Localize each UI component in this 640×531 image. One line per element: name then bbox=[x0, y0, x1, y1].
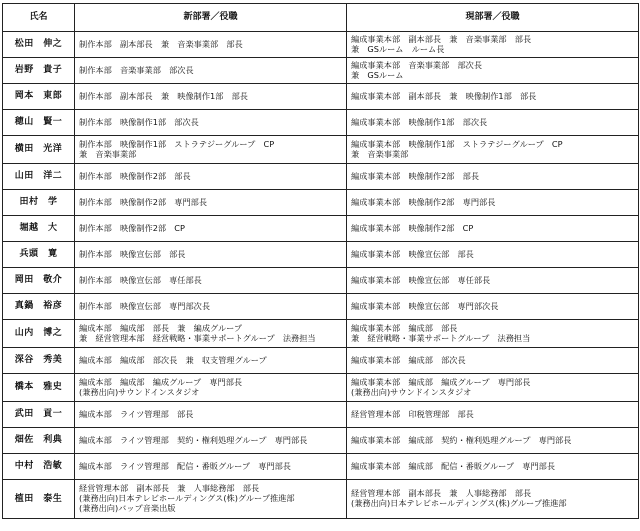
name-cell: 横田 光洋 bbox=[3, 136, 75, 164]
new-position-cell: 制作本部 映像制作2部 CP bbox=[75, 216, 347, 242]
current-position-cell: 編成事業本部 編成部 編成グループ 専門部長 (兼務出向)サウンドインスタジオ bbox=[347, 374, 639, 402]
table-row bbox=[3, 110, 639, 136]
current-position-cell: 編成事業本部 映像制作2部 CP bbox=[347, 216, 639, 242]
table-row bbox=[3, 84, 639, 110]
current-position-cell: 編成事業本部 編成部 部次長 bbox=[347, 348, 639, 374]
current-position-cell: 経営管理本部 印税管理部 部長 bbox=[347, 402, 639, 428]
table-row bbox=[3, 32, 639, 58]
table-row bbox=[3, 268, 639, 294]
table-row bbox=[3, 428, 639, 454]
current-position-cell: 経営管理本部 副本部長 兼 人事総務部 部長 (兼務出向)日本テレビホールディングス(株)グループ推進部 bbox=[347, 480, 639, 519]
table-row bbox=[3, 58, 639, 84]
current-position-cell: 編成事業本部 編成部 契約・権利処理グループ 専門部長 bbox=[347, 428, 639, 454]
current-position-cell: 編成事業本部 映像宣伝部 部長 bbox=[347, 242, 639, 268]
table-row bbox=[3, 454, 639, 480]
new-position-cell: 制作本部 副本部長 兼 映像制作1部 部長 bbox=[75, 84, 347, 110]
name-cell: 松田 伸之 bbox=[3, 32, 75, 58]
header-new-position: 新部署／役職 bbox=[75, 4, 347, 32]
current-position-cell: 編成事業本部 映像制作2部 専門部長 bbox=[347, 190, 639, 216]
new-position-cell: 編成本部 ライツ管理部 部長 bbox=[75, 402, 347, 428]
table-row bbox=[3, 164, 639, 190]
table-row bbox=[3, 348, 639, 374]
current-position-cell: 編成事業本部 副本部長 兼 音楽事業部 部長 兼 GSルーム ルーム長 bbox=[347, 32, 639, 58]
name-cell: 真鍋 裕彦 bbox=[3, 294, 75, 320]
personnel-table bbox=[2, 3, 639, 519]
header-name: 氏名 bbox=[3, 4, 75, 32]
name-cell: 兵頭 寛 bbox=[3, 242, 75, 268]
new-position-cell: 編成本部 ライツ管理部 配信・番販グループ 専門部長 bbox=[75, 454, 347, 480]
new-position-cell: 編成本部 編成部 編成グループ 専門部長 (兼務出向)サウンドインスタジオ bbox=[75, 374, 347, 402]
table-row bbox=[3, 190, 639, 216]
name-cell: 岡田 敬介 bbox=[3, 268, 75, 294]
header-row bbox=[3, 4, 639, 32]
new-position-cell: 制作本部 映像宣伝部 部長 bbox=[75, 242, 347, 268]
table-row bbox=[3, 320, 639, 348]
new-position-cell: 経営管理本部 副本部長 兼 人事総務部 部長 (兼務出向)日本テレビホールディングス(株)グループ推進部 (兼務出向)バップ音楽出版 bbox=[75, 480, 347, 519]
name-cell: 橋本 雅史 bbox=[3, 374, 75, 402]
table-row bbox=[3, 216, 639, 242]
name-cell: 深谷 秀美 bbox=[3, 348, 75, 374]
current-position-cell: 編成事業本部 映像制作2部 部長 bbox=[347, 164, 639, 190]
new-position-cell: 制作本部 映像制作2部 部長 bbox=[75, 164, 347, 190]
table-row bbox=[3, 402, 639, 428]
new-position-cell: 編成本部 編成部 部次長 兼 収支管理グループ bbox=[75, 348, 347, 374]
table-row bbox=[3, 374, 639, 402]
table-row bbox=[3, 242, 639, 268]
name-cell: 山田 洋二 bbox=[3, 164, 75, 190]
name-cell: 岩野 貴子 bbox=[3, 58, 75, 84]
name-cell: 田村 学 bbox=[3, 190, 75, 216]
new-position-cell: 制作本部 映像宣伝部 専任部長 bbox=[75, 268, 347, 294]
new-position-cell: 制作本部 映像宣伝部 専門部次長 bbox=[75, 294, 347, 320]
header-current-position: 現部署／役職 bbox=[347, 4, 639, 32]
current-position-cell: 編成事業本部 音楽事業部 部次長 兼 GSルーム bbox=[347, 58, 639, 84]
new-position-cell: 制作本部 映像制作2部 専門部長 bbox=[75, 190, 347, 216]
table-row bbox=[3, 480, 639, 519]
name-cell: 畑佐 利典 bbox=[3, 428, 75, 454]
new-position-cell: 制作本部 映像制作1部 部次長 bbox=[75, 110, 347, 136]
name-cell: 植田 泰生 bbox=[3, 480, 75, 519]
new-position-cell: 編成本部 ライツ管理部 契約・権利処理グループ 専門部長 bbox=[75, 428, 347, 454]
name-cell: 中村 浩敏 bbox=[3, 454, 75, 480]
name-cell: 岡本 東郎 bbox=[3, 84, 75, 110]
name-cell: 山内 博之 bbox=[3, 320, 75, 348]
current-position-cell: 編成事業本部 映像宣伝部 専任部長 bbox=[347, 268, 639, 294]
current-position-cell: 編成事業本部 映像制作1部 ストラテジーグループ CP 兼 音楽事業部 bbox=[347, 136, 639, 164]
current-position-cell: 編成事業本部 副本部長 兼 映像制作1部 部長 bbox=[347, 84, 639, 110]
name-cell: 堀越 大 bbox=[3, 216, 75, 242]
new-position-cell: 制作本部 音楽事業部 部次長 bbox=[75, 58, 347, 84]
current-position-cell: 編成事業本部 映像宣伝部 専門部次長 bbox=[347, 294, 639, 320]
current-position-cell: 編成事業本部 編成部 部長 兼 経営戦略・事業サポートグループ 法務担当 bbox=[347, 320, 639, 348]
table-row bbox=[3, 136, 639, 164]
new-position-cell: 制作本部 映像制作1部 ストラテジーグループ CP 兼 音楽事業部 bbox=[75, 136, 347, 164]
new-position-cell: 編成本部 編成部 部長 兼 編成グループ 兼 経営管理本部 経営戦略・事業サポートグループ 法務担当 bbox=[75, 320, 347, 348]
name-cell: 穂山 賢一 bbox=[3, 110, 75, 136]
new-position-cell: 制作本部 副本部長 兼 音楽事業部 部長 bbox=[75, 32, 347, 58]
name-cell: 武田 貢一 bbox=[3, 402, 75, 428]
table-row bbox=[3, 294, 639, 320]
current-position-cell: 編成事業本部 編成部 配信・番販グループ 専門部長 bbox=[347, 454, 639, 480]
current-position-cell: 編成事業本部 映像制作1部 部次長 bbox=[347, 110, 639, 136]
